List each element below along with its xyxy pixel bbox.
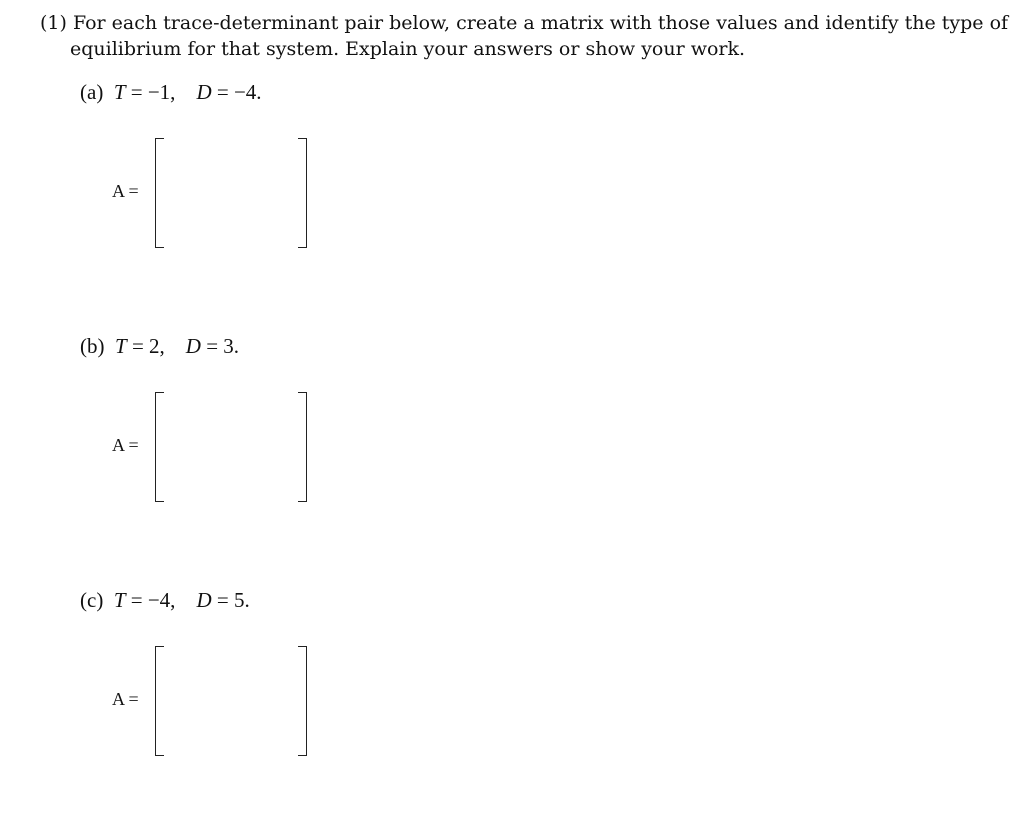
part-a-det-var: D — [196, 80, 212, 104]
part-c-left-bracket — [155, 646, 164, 756]
part-b-trace-value: = 2, — [131, 334, 165, 358]
part-c-trace-var: T — [113, 588, 126, 612]
part-a-right-bracket — [298, 138, 307, 248]
part-b-label — [80, 334, 239, 359]
part-c-letter: (c) — [80, 588, 104, 612]
part-b-det-value: = 3. — [206, 334, 240, 358]
question-line-2: equilibrium for that system. Explain your answers or show your work. — [70, 38, 746, 60]
part-a-det-value: = −4. — [216, 80, 262, 104]
part-a-label — [80, 80, 262, 105]
part-b-letter: (b) — [80, 334, 105, 358]
question-line-1: (1) For each trace-determinant pair below, create a matrix with those values and identify the type of — [40, 12, 1009, 34]
part-b-left-bracket — [155, 392, 164, 502]
part-a-matrix-label: A = — [112, 181, 139, 201]
part-a-left-bracket — [155, 138, 164, 248]
question-text — [40, 10, 1009, 62]
part-b-trace-var: T — [115, 334, 127, 358]
part-c-trace-value: = −4, — [130, 588, 176, 612]
part-a-trace-var: T — [113, 80, 126, 104]
part-c-right-bracket — [298, 646, 307, 756]
part-a-trace-value: = −1, — [130, 80, 176, 104]
part-b-matrix-label: A = — [112, 435, 139, 455]
part-b-right-bracket — [298, 392, 307, 502]
part-c-label — [80, 588, 250, 613]
part-b-det-var: D — [185, 334, 201, 358]
part-a-letter: (a) — [80, 80, 104, 104]
part-c-matrix-label: A = — [112, 689, 139, 709]
part-c-det-var: D — [196, 588, 212, 612]
part-c-det-value: = 5. — [216, 588, 250, 612]
